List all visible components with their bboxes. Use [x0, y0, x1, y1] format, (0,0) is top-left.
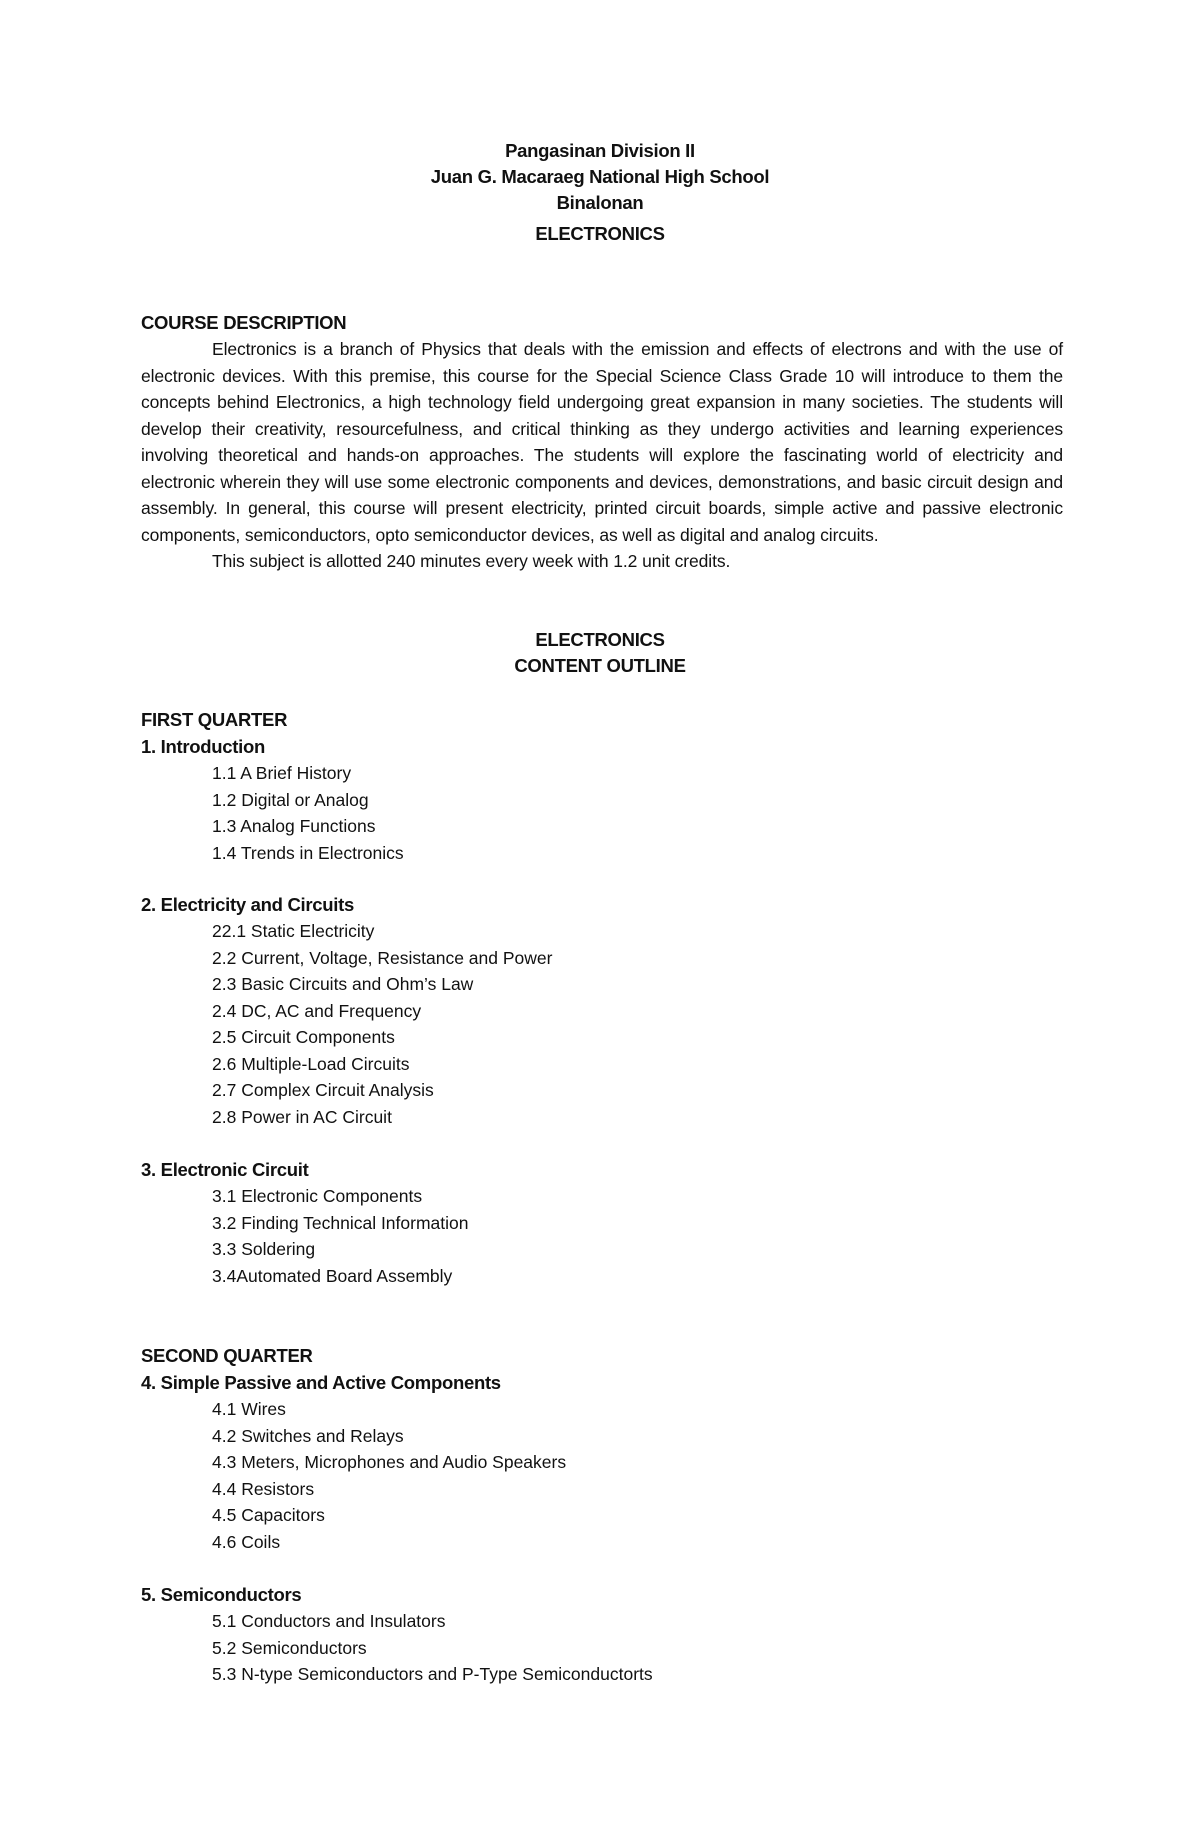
list-item: 2.2 Current, Voltage, Resistance and Power [212, 947, 553, 968]
topic-items [141, 1183, 469, 1289]
topic-semiconductors [141, 1581, 653, 1688]
topic-items [141, 1396, 566, 1555]
list-item: 2.4 DC, AC and Frequency [212, 1000, 422, 1021]
course-allotment-paragraph: This subject is allotted 240 minutes every week with 1.2 unit credits. [212, 551, 731, 571]
topic-introduction [141, 733, 404, 866]
list-item: 1.1 A Brief History [212, 763, 352, 783]
school-name: Juan G. Macaraeg National High School [430, 166, 770, 187]
subject-title: ELECTRONICS [535, 223, 665, 244]
list-item: 2.3 Basic Circuits and Ohm’s Law [212, 974, 474, 994]
topic-title: 5. Semiconductors [141, 1584, 302, 1605]
list-item: 3.1 Electronic Components [212, 1186, 423, 1206]
topic-items [141, 760, 404, 866]
first-quarter-label: FIRST QUARTER [141, 709, 288, 730]
topic-title: 1. Introduction [141, 736, 265, 757]
list-item: 5.2 Semiconductors [212, 1637, 367, 1658]
course-description [141, 336, 1063, 575]
list-item: 2.7 Complex Circuit Analysis [212, 1080, 434, 1100]
second-quarter-label: SECOND QUARTER [141, 1345, 313, 1366]
topic-electricity-and-circuits [141, 891, 552, 1130]
list-item: 4.1 Wires [212, 1399, 286, 1419]
list-item: 5.1 Conductors and Insulators [212, 1611, 446, 1631]
outline-heading: CONTENT OUTLINE [514, 655, 686, 676]
topic-electronic-circuit [141, 1156, 469, 1289]
list-item: 1.4 Trends in Electronics [212, 842, 404, 863]
list-item: 4.2 Switches and Relays [212, 1425, 404, 1446]
division-name: Pangasinan Division II [505, 140, 695, 161]
course-description-heading: COURSE DESCRIPTION [141, 312, 347, 333]
town-name: Binalonan [556, 192, 644, 213]
list-item: 4.5 Capacitors [212, 1505, 325, 1525]
list-item: 4.4 Resistors [212, 1478, 315, 1499]
course-description-paragraph: Electronics is a branch of Physics that deals with the emission and effects of electrons and with the use of electronic devices. With this premise, this course for the Special Science Class Grade 10 will introduce to them the concepts behind Electronics, a high technology field undergoing great expansion in many societies. The students will develop their creativity, resourcefulness, and critical thinking as they undergo activities and learning experiences involving theoretical and hands-on approaches. The students will explore the fascinating world of electricity and electronic wherein they will use some electronic components and devices, demonstrations, and basic circuit design and assembly. In general, this course will present electricity, printed circuit boards, simple active and passive electronic components, semiconductors, opto semiconductor devices, as well as digital and analog circuits. [141, 339, 1063, 545]
document-header [0, 138, 1200, 247]
list-item: 5.3 N-type Semiconductors and P-Type Semiconductorts [212, 1664, 653, 1684]
list-item: 4.3 Meters, Microphones and Audio Speakers [212, 1452, 567, 1472]
list-item: 2.5 Circuit Components [212, 1027, 395, 1047]
topic-title: 2. Electricity and Circuits [141, 894, 354, 915]
list-item: 1.2 Digital or Analog [212, 789, 369, 810]
list-item: 3.3 Soldering [212, 1239, 316, 1259]
content-outline-title [0, 627, 1200, 679]
topic-items [141, 918, 552, 1130]
outline-subject: ELECTRONICS [535, 629, 665, 650]
list-item: 2.6 Multiple-Load Circuits [212, 1053, 410, 1074]
list-item: 22.1 Static Electricity [212, 921, 375, 941]
list-item: 4.6 Coils [212, 1531, 281, 1552]
list-item: 3.4Automated Board Assembly [212, 1265, 453, 1286]
topic-items [141, 1608, 653, 1688]
topic-title: 4. Simple Passive and Active Components [141, 1372, 501, 1393]
topic-simple-passive-and-active-components [141, 1369, 566, 1555]
list-item: 1.3 Analog Functions [212, 816, 376, 836]
list-item: 2.8 Power in AC Circuit [212, 1106, 392, 1127]
list-item: 3.2 Finding Technical Information [212, 1212, 469, 1233]
topic-title: 3. Electronic Circuit [141, 1159, 309, 1180]
